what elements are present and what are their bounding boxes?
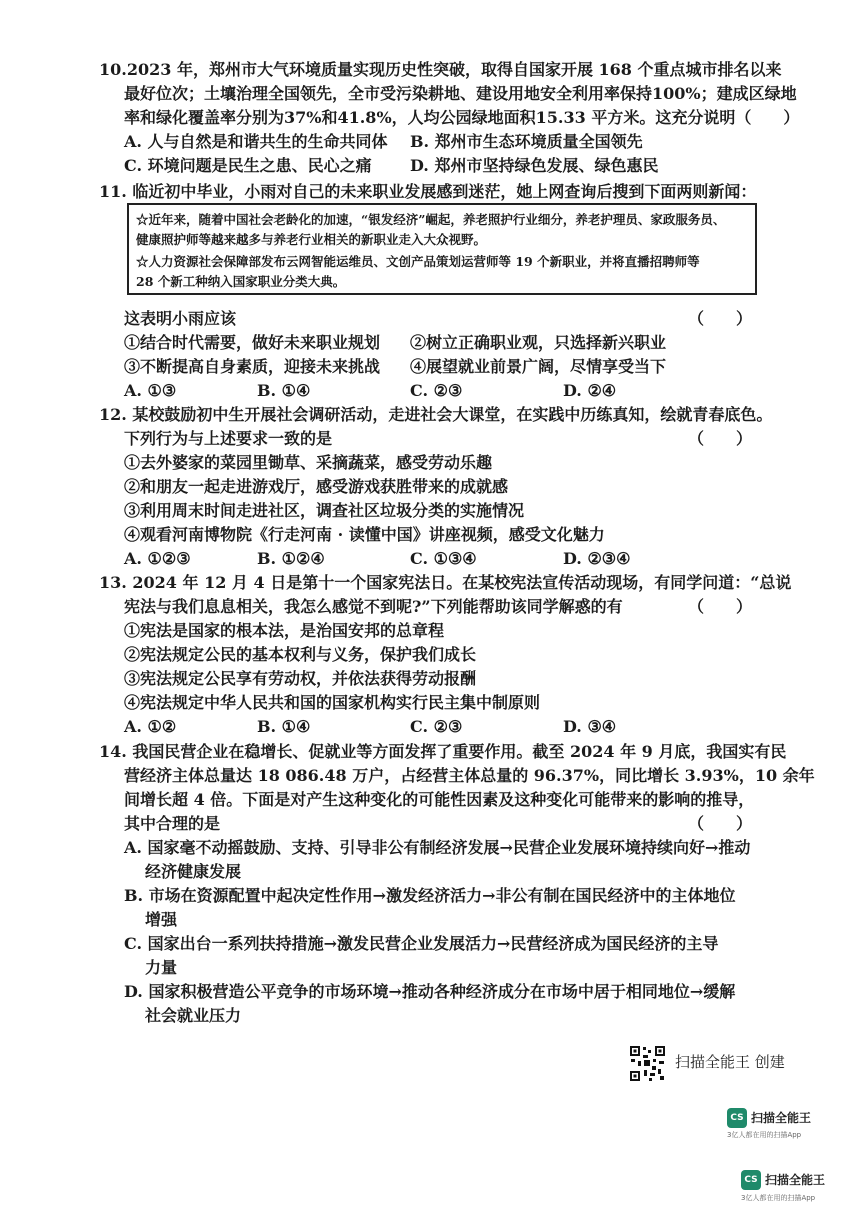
cs-logo-icon: CS: [727, 1108, 747, 1128]
q12-statement-1: ①去外婆家的菜园里锄草、采摘蔬菜，感受劳动乐趣: [124, 453, 493, 472]
q12-answer-bracket: （ ）: [688, 429, 753, 448]
q11-option-d: D. ②④: [563, 381, 617, 400]
q11-statement-2: ②树立正确职业观，只选择新兴职业: [410, 333, 667, 352]
q11-option-b: B. ①④: [257, 381, 311, 400]
q10-stem-line1: 10.2023 年，郑州市大气环境质量实现历史性突破，取得自国家开展 168 个重点城市排名以来: [99, 60, 782, 79]
qr-code-icon: [629, 1045, 666, 1082]
q14-option-d-line2: 社会就业压力: [145, 1006, 242, 1025]
q13-statement-1: ①宪法是国家的根本法，是治国安邦的总章程: [124, 621, 445, 640]
q11-option-a: A. ①③: [124, 381, 177, 400]
q10-stem-line3: 率和绿化覆盖率分别为37%和41.8%，人均公园绿地面积15.33 平方米。这充分说明（ ）: [124, 108, 800, 127]
q11-statement-3: ③不断提高自身素质，迎接未来挑战: [124, 357, 381, 376]
q11-news-box: [127, 203, 757, 295]
q13-option-b: B. ①④: [257, 717, 311, 736]
q14-answer-bracket: （ ）: [688, 814, 753, 833]
q14-option-c-line1: C. 国家出台一系列扶持措施→激发民营企业发展活力→民营经济成为国民经济的主导: [124, 934, 719, 953]
q10-option-d: D. 郑州市坚持绿色发展、绿色惠民: [410, 156, 659, 175]
q14-option-b-line1: B. 市场在资源配置中起决定性作用→激发经济活力→非公有制在国民经济中的主体地位: [124, 886, 736, 905]
q14-stem-line4: 其中合理的是: [124, 814, 221, 833]
q13-statement-4: ④宪法规定中华人民共和国的国家机构实行民主集中制原则: [124, 693, 541, 712]
q12-option-d: D. ②③④: [563, 549, 631, 568]
q11-statement-1: ①结合时代需要，做好未来职业规划: [124, 333, 381, 352]
q13-option-c: C. ②③: [410, 717, 463, 736]
q11-news-line1: ☆近年来，随着中国社会老龄化的加速，“银发经济”崛起，养老照护行业细分，养老护理员、家政服务员、: [136, 212, 726, 227]
q14-option-a-line1: A. 国家毫不动摇鼓励、支持、引导非公有制经济发展→民营企业发展环境持续向好→推动: [124, 838, 751, 857]
q13-stem-line2: 宪法与我们息息相关，我怎么感觉不到呢?”下列能帮助该同学解惑的有: [124, 597, 623, 616]
q12-statement-3: ③利用周末时间走进社区，调查社区垃圾分类的实施情况: [124, 501, 525, 520]
q10-option-c: C. 环境问题是民生之患、民心之痛: [124, 156, 372, 175]
q11-news-line3: ☆人力资源社会保障部发布云网智能运维员、文创产品策划运营师等 19 个新职业，并将直播招聘师等: [136, 254, 700, 269]
cs-tagline: 3亿人都在用的扫描App: [727, 1131, 802, 1139]
cs-tagline: 3亿人都在用的扫描App: [741, 1194, 816, 1202]
q13-answer-bracket: （ ）: [688, 597, 753, 616]
q14-stem-line3: 间增长超 4 倍。下面是对产生这种变化的可能性因素及这种变化可能带来的影响的推导，: [124, 790, 755, 809]
q14-stem-line1: 14. 我国民营企业在稳增长、促就业等方面发挥了重要作用。截至 2024 年 9 月底，我国实有民: [99, 742, 787, 761]
q13-stem-line1: 13. 2024 年 12 月 4 日是第十一个国家宪法日。在某校宪法宣传活动现场，有同学问道：“总说: [99, 573, 792, 592]
q12-stem-line2: 下列行为与上述要求一致的是: [124, 429, 333, 448]
q10-stem-line2: 最好位次；土壤治理全国领先，全市受污染耕地、建设用地安全利用率保持100%；建成区绿地: [124, 84, 797, 103]
q12-statement-4: ④观看河南博物院《行走河南 · 读懂中国》讲座视频，感受文化魅力: [124, 525, 605, 544]
q10-option-a: A. 人与自然是和谐共生的生命共同体: [124, 132, 388, 151]
q11-question: 这表明小雨应该: [124, 309, 237, 328]
q11-news-line4: 28 个新工种纳入国家职业分类大典。: [136, 274, 346, 289]
q13-statement-2: ②宪法规定公民的基本权利与义务，保护我们成长: [124, 645, 477, 664]
q12-option-c: C. ①③④: [410, 549, 477, 568]
q12-stem-line1: 12. 某校鼓励初中生开展社会调研活动，走进社会大课堂，在实践中历练真知，绘就青春底色。: [99, 405, 773, 424]
q10-option-b: B. 郑州市生态环境质量全国领先: [410, 132, 643, 151]
q13-option-d: D. ③④: [563, 717, 617, 736]
cs-brand-name: 扫描全能王: [751, 1111, 812, 1125]
scan-credit-text: 扫描全能王 创建: [675, 1053, 785, 1071]
q14-option-d-line1: D. 国家积极营造公平竞争的市场环境→推动各种经济成分在市场中居于相同地位→缓解: [124, 982, 736, 1001]
q14-stem-line2: 营经济主体总量达 18 086.48 万户，占经营主体总量的 96.37%，同比增长 3.93%，10 余年: [124, 766, 815, 785]
q11-stem: 11. 临近初中毕业，小雨对自己的未来职业发展感到迷茫，她上网查询后搜到下面两则新闻：: [99, 182, 757, 201]
q12-statement-2: ②和朋友一起走进游戏厅，感受游戏获胜带来的成就感: [124, 477, 509, 496]
q11-statement-4: ④展望就业前景广阔，尽情享受当下: [410, 357, 667, 376]
q11-option-c: C. ②③: [410, 381, 463, 400]
cs-brand-name: 扫描全能王: [765, 1173, 826, 1187]
q14-option-a-line2: 经济健康发展: [145, 862, 242, 881]
q12-option-a: A. ①②③: [124, 549, 191, 568]
cs-logo-icon: CS: [741, 1170, 761, 1190]
q13-option-a: A. ①②: [124, 717, 177, 736]
q14-option-c-line2: 力量: [145, 958, 178, 977]
q12-option-b: B. ①②④: [257, 549, 325, 568]
q11-answer-bracket: （ ）: [688, 309, 753, 328]
q14-option-b-line2: 增强: [145, 910, 178, 929]
q11-news-line2: 健康照护师等越来越多与养老行业相关的新职业走入大众视野。: [136, 232, 487, 247]
q13-statement-3: ③宪法规定公民享有劳动权，并依法获得劳动报酬: [124, 669, 477, 688]
